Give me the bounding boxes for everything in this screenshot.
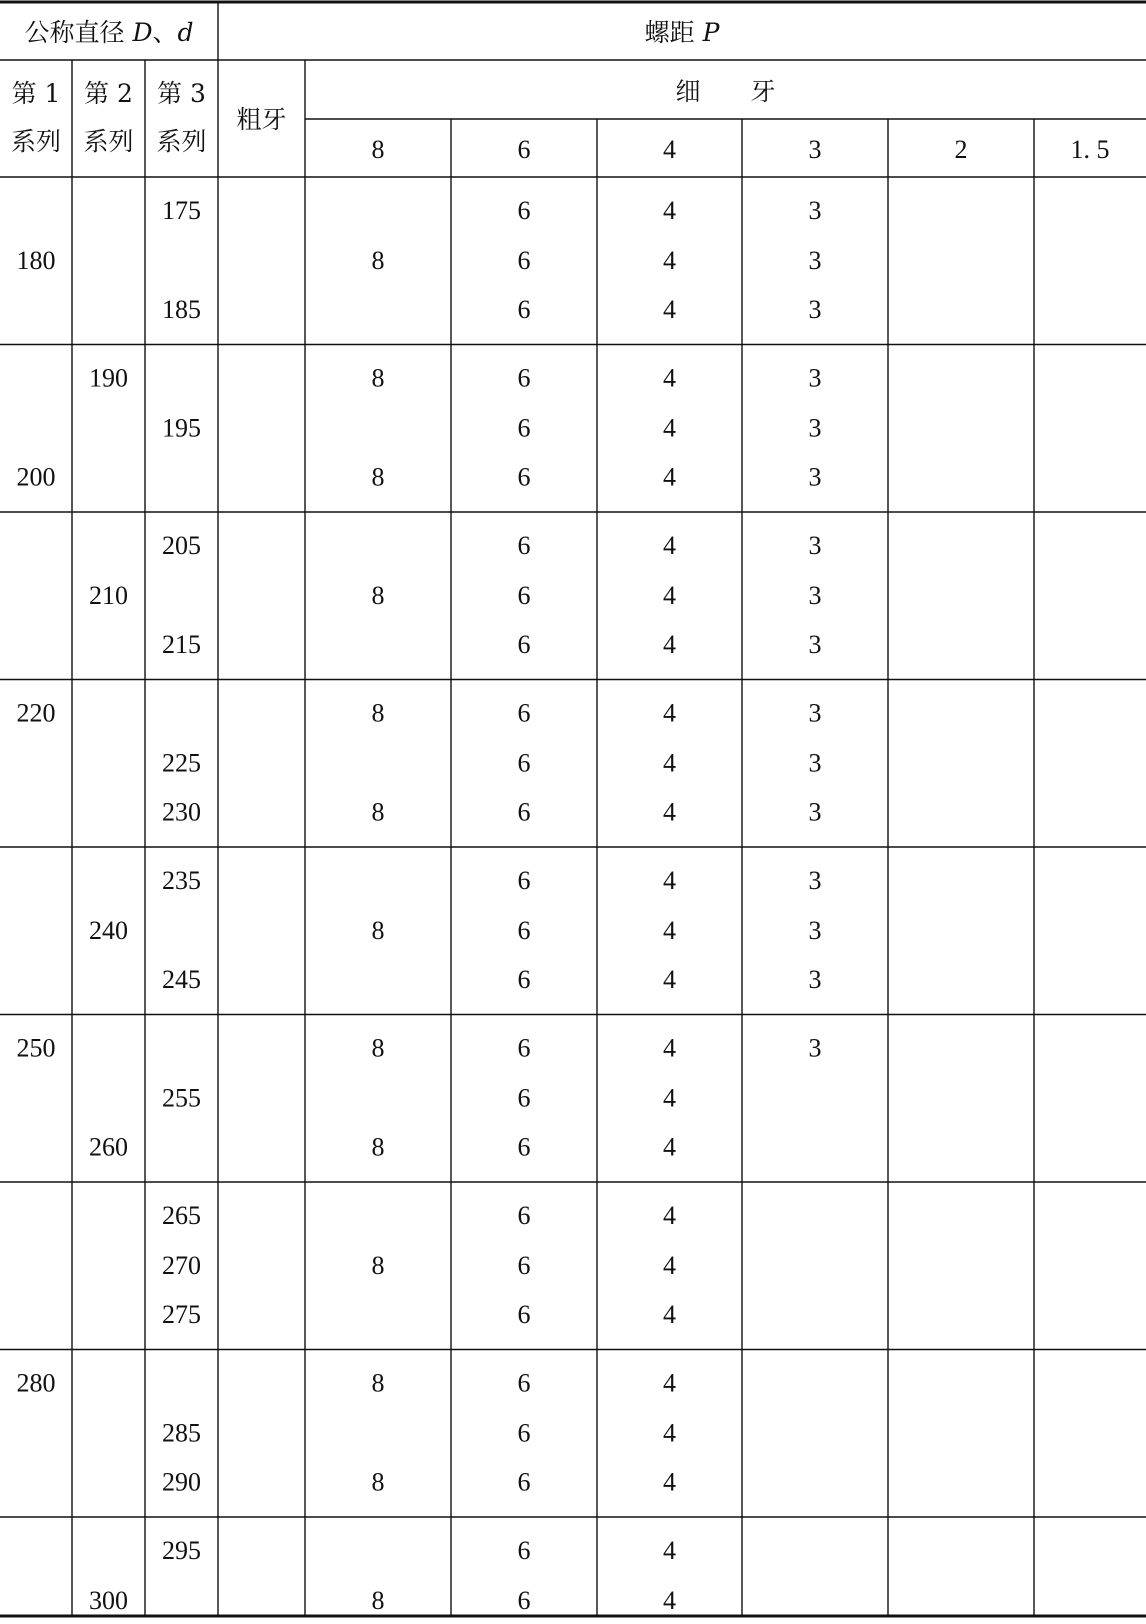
cell-fine-pitch: 8 [371, 916, 385, 945]
cell-fine-pitch: 6 [517, 1368, 531, 1398]
cell-fine-pitch: 3 [808, 413, 822, 443]
cell-series-3: 215 [162, 630, 201, 659]
cell-fine-pitch: 3 [808, 246, 822, 275]
cell-fine-pitch: 6 [517, 965, 531, 994]
cell-fine-pitch: 3 [808, 363, 822, 393]
cell-fine-pitch: 4 [663, 363, 676, 393]
cell-fine-pitch: 4 [663, 1300, 676, 1329]
header-series-2-line1: 第 2 [84, 79, 133, 108]
header-fine: 细 牙 [675, 77, 776, 106]
cell-fine-pitch: 6 [517, 531, 531, 560]
cell-fine-pitch: 4 [663, 1201, 676, 1230]
cell-fine-pitch: 8 [371, 1467, 385, 1497]
header-series-2-line2: 系列 [83, 127, 134, 156]
header-coarse: 粗牙 [236, 105, 287, 134]
cell-fine-pitch: 3 [808, 797, 822, 827]
header-fine-pitch: 4 [663, 135, 676, 164]
cell-series-3: 230 [162, 797, 201, 827]
cell-series-3: 175 [162, 196, 201, 225]
cell-fine-pitch: 6 [517, 1418, 531, 1448]
cell-series-2: 190 [89, 363, 128, 393]
cell-series-1: 200 [16, 462, 56, 492]
cell-fine-pitch: 4 [663, 965, 676, 994]
cell-series-3: 255 [162, 1083, 201, 1113]
header-series-1-line2: 系列 [10, 127, 62, 156]
cell-fine-pitch: 3 [808, 698, 822, 728]
cell-fine-pitch: 4 [663, 1132, 676, 1162]
header-nominal-diameter: 公称直径 D、d [24, 18, 194, 47]
cell-fine-pitch: 8 [371, 581, 385, 610]
cell-fine-pitch: 6 [517, 1251, 531, 1280]
header-series-1-line1: 第 1 [11, 79, 61, 108]
cell-fine-pitch: 6 [517, 1300, 531, 1329]
cell-series-2: 210 [89, 581, 128, 610]
cell-fine-pitch: 4 [663, 866, 676, 895]
cell-fine-pitch: 6 [517, 413, 531, 443]
cell-fine-pitch: 3 [808, 630, 822, 659]
cell-fine-pitch: 6 [517, 1536, 531, 1565]
cell-fine-pitch: 4 [663, 1033, 676, 1063]
cell-fine-pitch: 6 [517, 698, 531, 728]
cell-fine-pitch: 6 [517, 630, 531, 659]
cell-fine-pitch: 4 [663, 1083, 676, 1113]
cell-fine-pitch: 6 [517, 295, 531, 324]
cell-fine-pitch: 8 [371, 1033, 385, 1063]
cell-fine-pitch: 6 [517, 363, 531, 393]
cell-series-1: 280 [16, 1368, 56, 1398]
cell-fine-pitch: 4 [663, 1251, 676, 1280]
cell-fine-pitch: 4 [663, 748, 676, 778]
cell-fine-pitch: 8 [371, 363, 385, 393]
cell-fine-pitch: 6 [517, 797, 531, 827]
header-series-3-line2: 系列 [156, 127, 207, 156]
cell-fine-pitch: 3 [808, 748, 822, 778]
cell-fine-pitch: 4 [663, 246, 676, 275]
cell-fine-pitch: 3 [808, 531, 822, 560]
cell-fine-pitch: 8 [371, 1586, 385, 1615]
cell-series-3: 265 [162, 1201, 201, 1230]
cell-series-3: 245 [162, 965, 201, 994]
cell-fine-pitch: 4 [663, 531, 676, 560]
cell-fine-pitch: 4 [663, 1536, 676, 1565]
cell-fine-pitch: 8 [371, 797, 385, 827]
header-pitch: 螺距 P [644, 18, 720, 47]
cell-fine-pitch: 6 [517, 1083, 531, 1113]
cell-fine-pitch: 8 [371, 246, 385, 275]
cell-series-3: 275 [162, 1300, 201, 1329]
cell-fine-pitch: 4 [663, 1586, 676, 1615]
cell-series-3: 285 [162, 1418, 201, 1448]
cell-series-1: 250 [16, 1033, 56, 1063]
cell-series-3: 185 [162, 295, 201, 324]
cell-fine-pitch: 3 [808, 581, 822, 610]
cell-fine-pitch: 6 [517, 1033, 531, 1063]
cell-series-3: 205 [162, 531, 201, 560]
cell-series-3: 290 [162, 1467, 201, 1497]
cell-series-1: 220 [16, 698, 56, 728]
cell-fine-pitch: 4 [663, 1368, 676, 1398]
header-fine-pitch: 2 [954, 135, 968, 164]
cell-fine-pitch: 4 [663, 797, 676, 827]
cell-fine-pitch: 4 [663, 413, 676, 443]
cell-fine-pitch: 6 [517, 748, 531, 778]
cell-series-1: 180 [16, 246, 56, 275]
cell-fine-pitch: 8 [371, 462, 385, 492]
cell-fine-pitch: 6 [517, 462, 531, 492]
cell-fine-pitch: 3 [808, 196, 822, 225]
cell-series-2: 260 [89, 1132, 128, 1162]
cell-fine-pitch: 3 [808, 295, 822, 324]
cell-fine-pitch: 4 [663, 698, 676, 728]
header-series-3-line1: 第 3 [157, 79, 206, 108]
cell-fine-pitch: 6 [517, 1586, 531, 1615]
cell-fine-pitch: 4 [663, 295, 676, 324]
cell-fine-pitch: 4 [663, 1418, 676, 1448]
cell-fine-pitch: 6 [517, 581, 531, 610]
cell-fine-pitch: 8 [371, 1251, 385, 1280]
cell-fine-pitch: 4 [663, 196, 676, 225]
cell-fine-pitch: 8 [371, 698, 385, 728]
header-fine-pitch: 1. 5 [1070, 135, 1110, 164]
cell-fine-pitch: 4 [663, 462, 676, 492]
cell-series-3: 235 [162, 866, 201, 895]
cell-fine-pitch: 6 [517, 196, 531, 225]
cell-fine-pitch: 6 [517, 866, 531, 895]
cell-series-3: 195 [162, 413, 201, 443]
header-fine-pitch: 6 [517, 135, 531, 164]
cell-fine-pitch: 3 [808, 916, 822, 945]
cell-series-2: 240 [89, 916, 128, 945]
cell-series-3: 295 [162, 1536, 201, 1565]
cell-fine-pitch: 6 [517, 916, 531, 945]
cell-series-3: 270 [162, 1251, 201, 1280]
cell-fine-pitch: 4 [663, 630, 676, 659]
cell-fine-pitch: 3 [808, 965, 822, 994]
cell-fine-pitch: 4 [663, 1467, 676, 1497]
cell-fine-pitch: 4 [663, 581, 676, 610]
cell-fine-pitch: 3 [808, 462, 822, 492]
cell-fine-pitch: 3 [808, 1033, 822, 1063]
cell-fine-pitch: 8 [371, 1368, 385, 1398]
cell-fine-pitch: 4 [663, 916, 676, 945]
cell-fine-pitch: 6 [517, 1201, 531, 1230]
header-fine-pitch: 8 [371, 135, 385, 164]
cell-series-2: 300 [89, 1586, 128, 1615]
cell-fine-pitch: 8 [371, 1132, 385, 1162]
cell-fine-pitch: 6 [517, 246, 531, 275]
header-fine-pitch: 3 [808, 135, 822, 164]
cell-fine-pitch: 6 [517, 1132, 531, 1162]
cell-fine-pitch: 3 [808, 866, 822, 895]
cell-series-3: 225 [162, 748, 201, 778]
cell-fine-pitch: 6 [517, 1467, 531, 1497]
